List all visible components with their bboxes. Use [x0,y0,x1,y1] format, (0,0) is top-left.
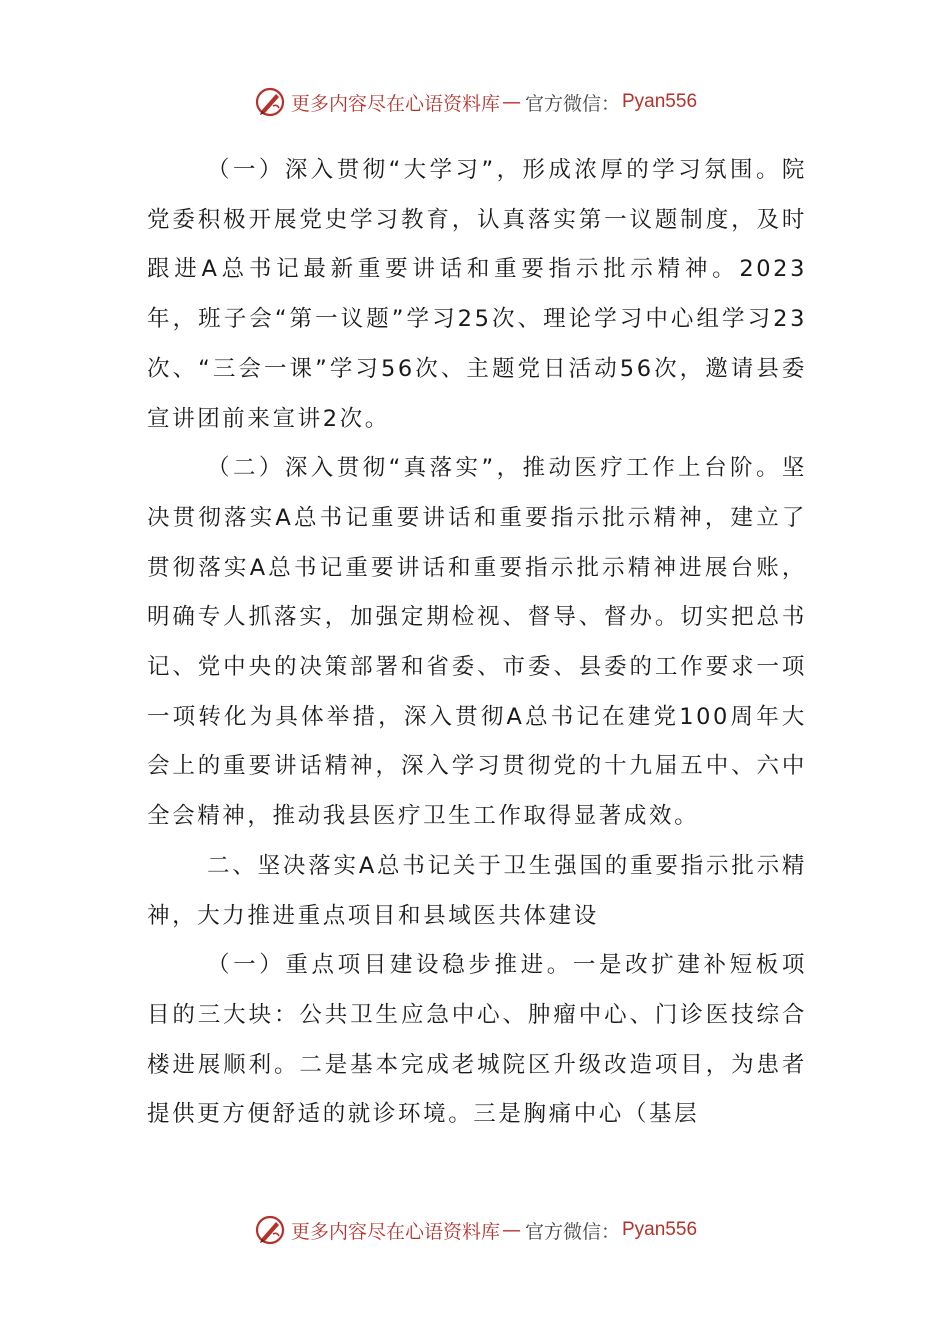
brand-name: 更多内容尽在心语资料库 [290,1220,500,1243]
paragraph-implementation: （二）深入贯彻“真落实”，推动医疗工作上台阶。坚决贯彻落实A总书记重要讲话和重要指示批示精神，建立了贯彻落实A总书记重要讲话和重要指示批示精神进展台账，明确专人抓落实，加强定期检视、督导、督办。切实把总书记、党中央的决策部署和省委、市委、县委的工作要求一项一项转化为具体举措，深入贯彻A总书记在建党100周年大会上的重要讲话精神，深入学习贯彻党的十九届五中、六中全会精神，推动我县医疗卫生工作取得显著成效。 [147,455,807,830]
section-heading-two: 二、坚决落实A总书记关于卫生强国的重要指示批示精神，大力推进重点项目和县域医共体建设 [147,852,807,929]
pen-in-circle-logo-icon [253,85,287,119]
brand-dash: — [501,91,521,113]
wechat-id: Pyan556 [622,1219,698,1240]
header-watermark-banner [0,82,950,122]
official-label: 官方微信： [524,1220,620,1243]
brand-name: 更多内容尽在心语资料库 [290,92,500,115]
brand-dash: — [501,1219,521,1241]
wechat-id: Pyan556 [622,91,698,112]
document-body [147,146,807,1140]
paragraph-learning: （一）深入贯彻“大学习”，形成浓厚的学习氛围。院党委积极开展党史学习教育，认真落实第一议题制度，及时跟进A总书记最新重要讲话和重要指示批示精神。2023年，班子会“第一议题”学习25次、理论学习中心组学习23次、“三会一课”学习56次、主题党日活动56次，邀请县委宣讲团前来宣讲2次。 [147,157,807,432]
official-label: 官方微信： [524,92,620,115]
footer-watermark-banner [0,1210,950,1250]
paragraph-key-projects: （一）重点项目建设稳步推进。一是改扩建补短板项目的三大块：公共卫生应急中心、肿瘤中心、门诊医技综合楼进展顺利。二是基本完成老城院区升级改造项目，为患者提供更方便舒适的就诊环境。三是胸痛中心（基层 [147,952,807,1128]
pen-in-circle-logo-icon [253,1213,287,1247]
